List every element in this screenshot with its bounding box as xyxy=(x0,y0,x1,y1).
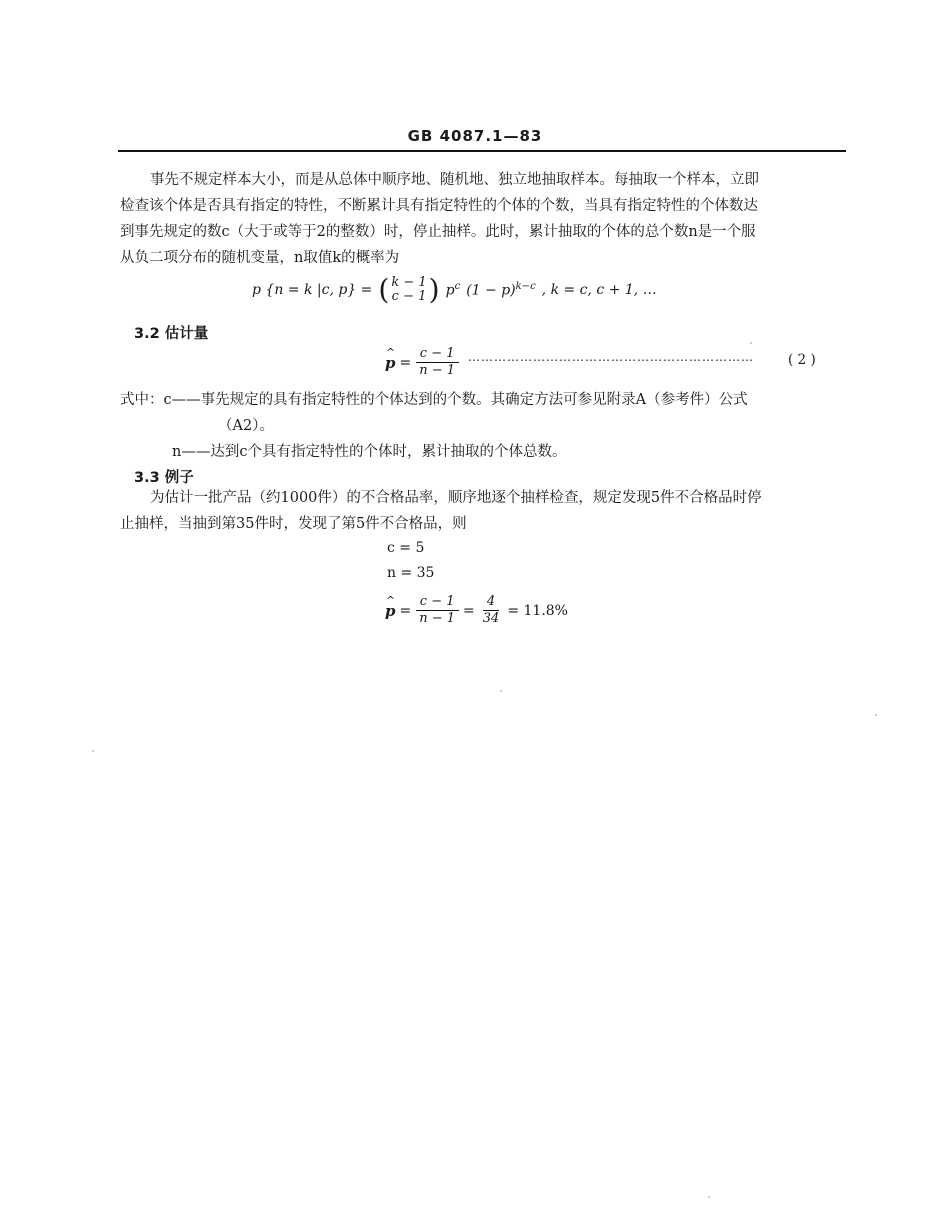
fraction-denominator: 34 xyxy=(482,611,500,626)
section-heading-3-2: 3.2 估计量 xyxy=(134,326,209,342)
scan-speck xyxy=(875,714,877,716)
estimator-fraction xyxy=(415,346,459,379)
scan-speck xyxy=(750,342,752,344)
equals-sign: = xyxy=(399,354,412,371)
where-c-continuation: （A2）。 xyxy=(218,418,274,434)
section-heading-3-3: 3.3 例子 xyxy=(134,470,194,486)
left-paren: ( xyxy=(378,273,390,306)
leader-dots: ………………………………………………………… xyxy=(468,350,754,364)
paragraph-line: 检查该个体是否具有指定的特性，不断累计具有指定特性的个体的个数，当具有指定特性的个体数达 xyxy=(120,198,758,214)
binomial-stack xyxy=(391,276,426,304)
fraction-numerator: c − 1 xyxy=(416,594,459,611)
example-line: 为估计一批产品（约1000件）的不合格品率，顺序地逐个抽样检查，规定发现5件不合格品时停 xyxy=(150,490,762,506)
result-fraction-numeric xyxy=(479,594,504,627)
header-rule xyxy=(118,150,846,152)
scan-speck xyxy=(708,1196,710,1198)
fraction-denominator: n − 1 xyxy=(419,611,456,626)
complement-power xyxy=(466,281,535,299)
where-c-definition xyxy=(120,388,748,409)
fraction-denominator: n − 1 xyxy=(419,363,456,378)
p-power-c xyxy=(446,281,461,299)
where-c-text: c——事先规定的具有指定特性的个体达到的个数。其确定方法可参见附录A（参考件）公式 xyxy=(163,392,748,408)
fraction-numerator: 4 xyxy=(483,594,499,611)
exponent-k-minus-c: k−c xyxy=(515,281,536,293)
binomial-top: k − 1 xyxy=(391,275,427,290)
example-n-value: n = 35 xyxy=(387,565,435,581)
paragraph-line: 从负二项分布的随机变量，n取值k的概率为 xyxy=(120,250,400,266)
complement-term: (1 − p) xyxy=(466,282,516,299)
binomial-bottom: c − 1 xyxy=(391,289,427,304)
formula-domain: , k = c, c + 1, … xyxy=(541,282,657,298)
scan-speck xyxy=(500,690,502,692)
probability-formula xyxy=(252,273,657,306)
standard-number-header: GB 4087.1—83 xyxy=(407,127,543,145)
formula-lhs: p {n = k |c, p} = xyxy=(252,282,373,298)
result-formula xyxy=(385,594,568,627)
p-hat-symbol: ^ p xyxy=(385,602,396,620)
exponent-c: c xyxy=(454,281,461,293)
paragraph-line: 到事先规定的数c（大于或等于2的整数）时，停止抽样。此时，累计抽取的个体的总个数n是一个服 xyxy=(120,224,756,240)
p-symbol: p xyxy=(445,282,455,299)
where-label: 式中： xyxy=(120,392,164,408)
estimator-formula xyxy=(385,346,459,379)
p-hat-symbol: ^ p xyxy=(385,354,396,372)
result-value: = 11.8% xyxy=(507,602,568,619)
where-n-definition: n——达到c个具有指定特性的个体时，累计抽取的个体总数。 xyxy=(172,444,567,460)
scan-speck xyxy=(92,750,94,752)
paragraph-line: 事先不规定样本大小，而是从总体中顺序地、随机地、独立地抽取样本。每抽取一个样本，立即 xyxy=(150,172,759,188)
equals-sign: = xyxy=(399,602,412,619)
result-fraction-symbolic xyxy=(415,594,459,627)
equation-number: ( 2 ) xyxy=(788,352,816,368)
fraction-numerator: c − 1 xyxy=(416,346,459,363)
right-paren: ) xyxy=(428,273,440,306)
binomial-coefficient xyxy=(378,273,440,306)
equals-sign: = xyxy=(463,602,475,619)
example-c-value: c = 5 xyxy=(387,540,425,556)
example-line: 止抽样，当抽到第35件时，发现了第5件不合格品，则 xyxy=(120,516,467,532)
